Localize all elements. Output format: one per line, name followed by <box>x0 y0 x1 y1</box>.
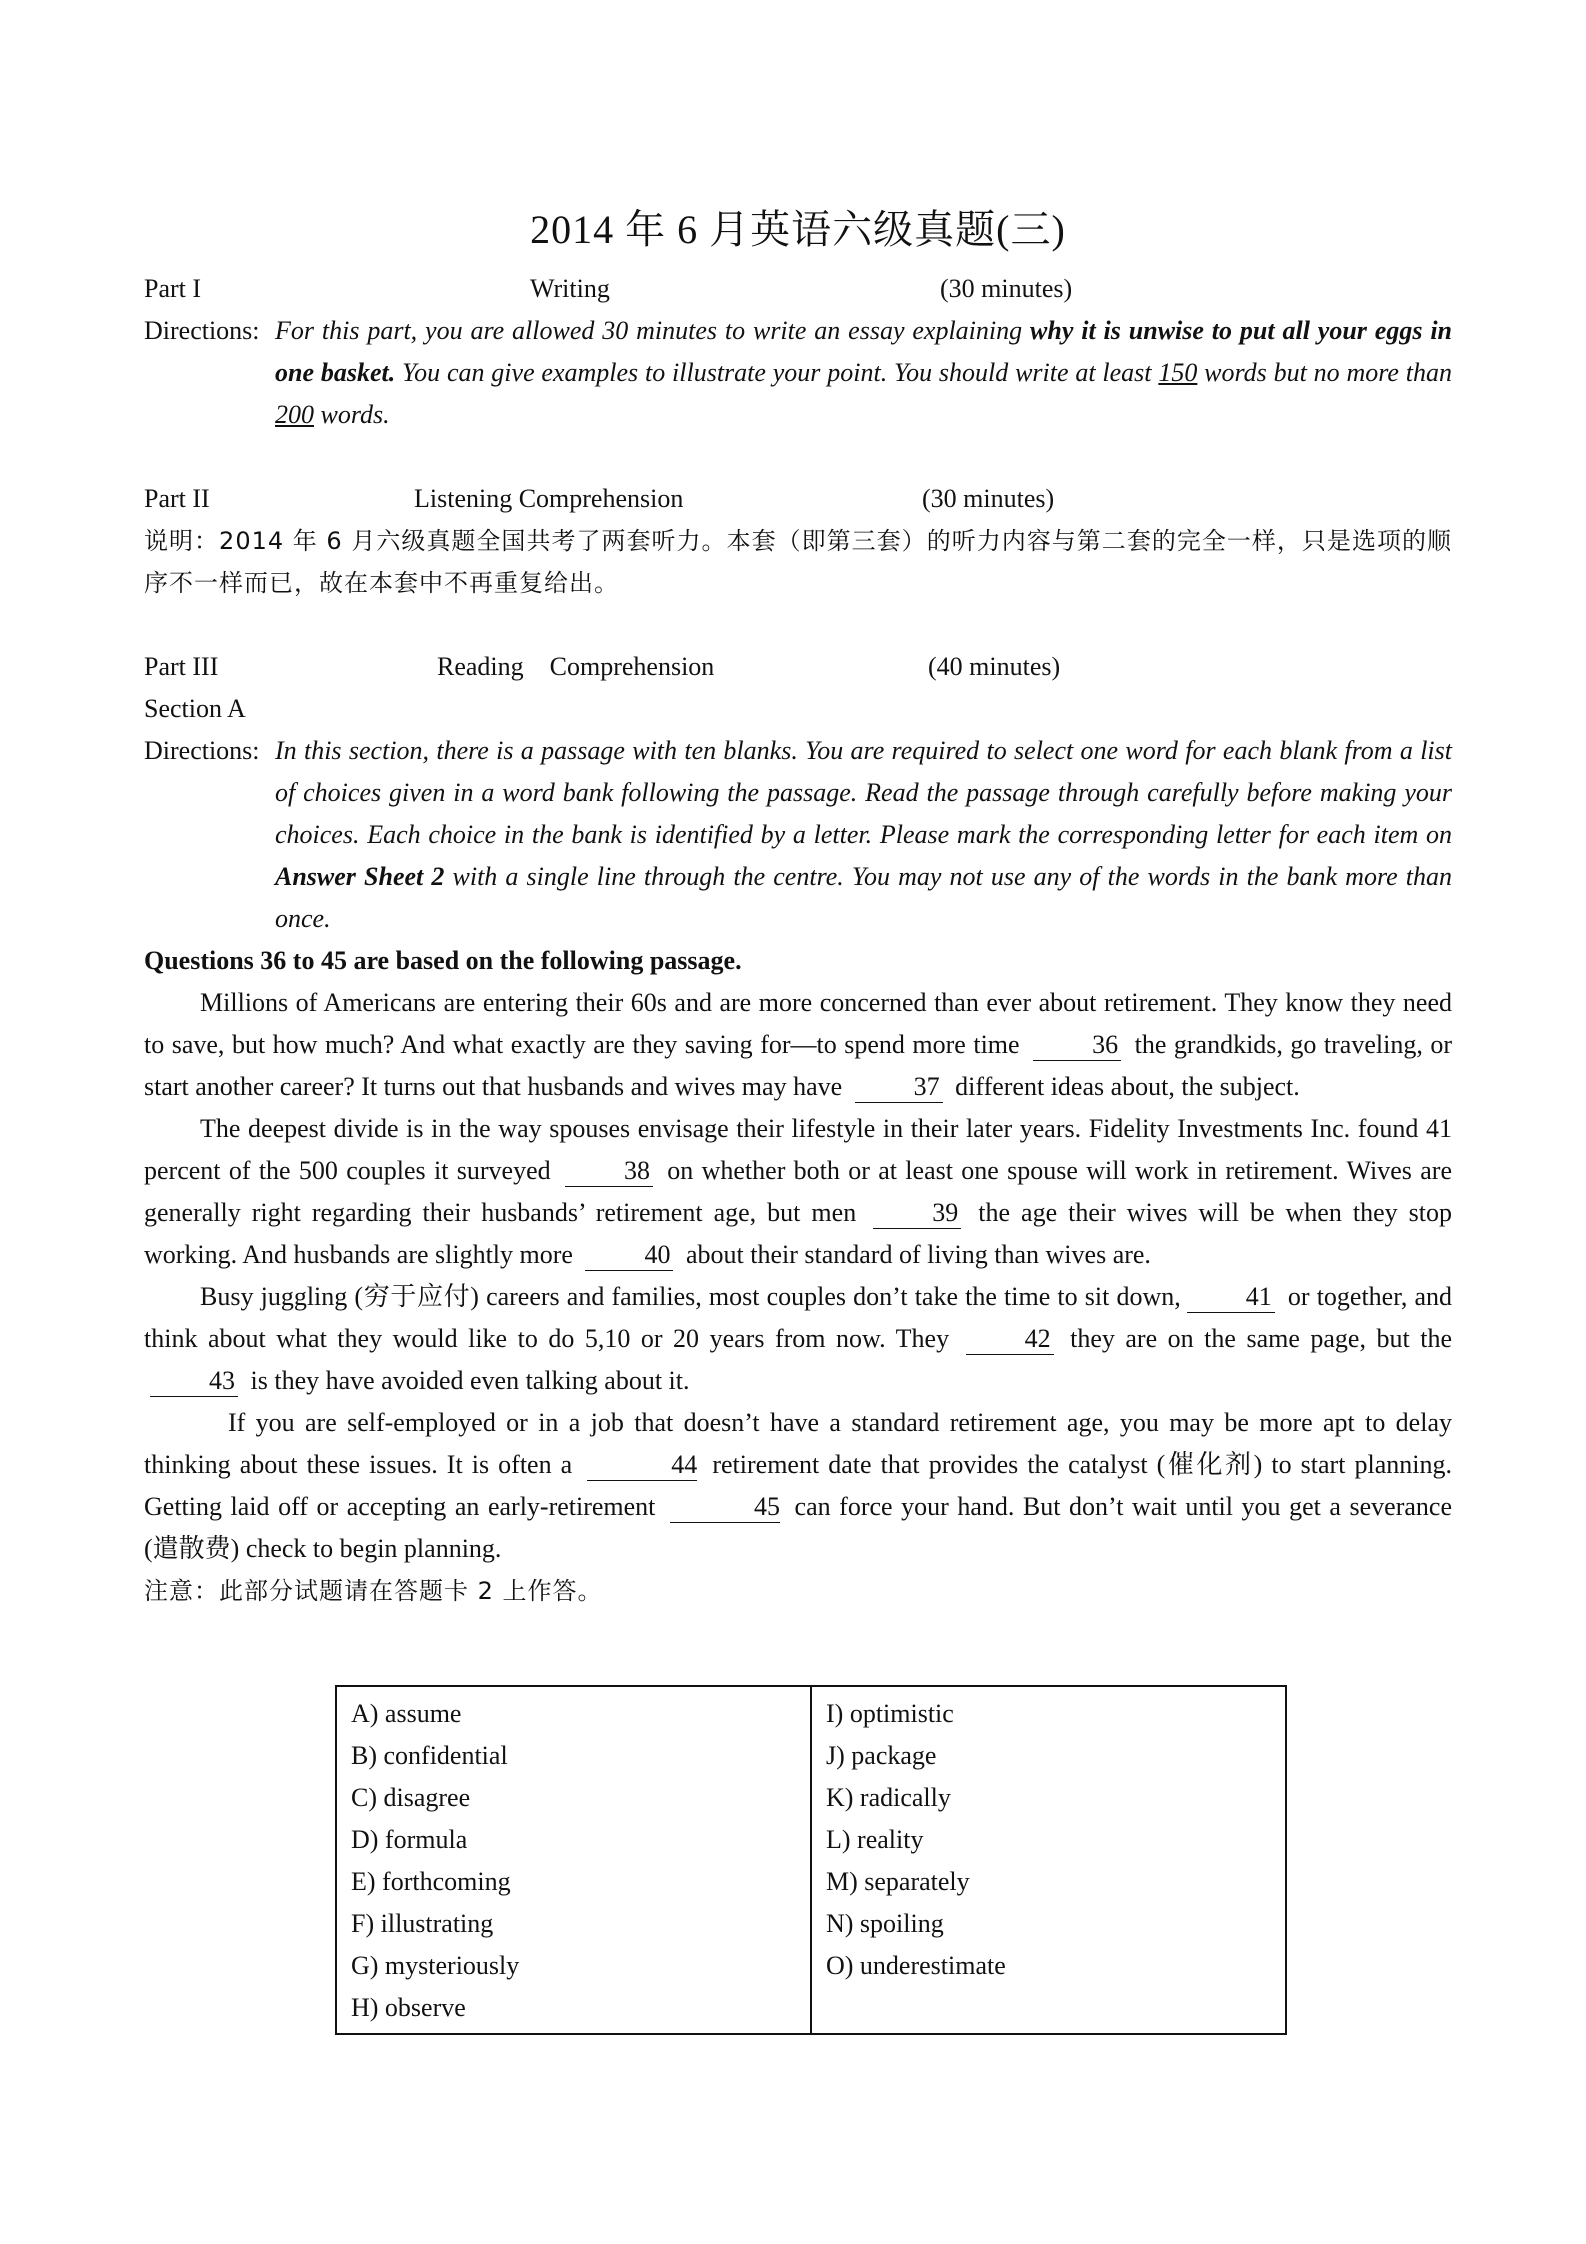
part2-header <box>144 478 1452 520</box>
blank-37: 37 <box>855 1072 943 1103</box>
word-option: F) illustrating <box>351 1909 494 1938</box>
blank-38: 38 <box>565 1156 653 1187</box>
word-option: L) reality <box>826 1825 924 1854</box>
blank-41: 41 <box>1187 1282 1275 1313</box>
word-bank-right <box>811 1686 1286 2034</box>
answer-sheet-ref: Answer Sheet 2 <box>275 862 445 891</box>
part3-directions <box>144 730 1452 940</box>
blank-40: 40 <box>585 1240 673 1271</box>
part1-directions <box>144 310 1452 436</box>
word-option: E) forthcoming <box>351 1867 511 1896</box>
blank-45: 45 <box>670 1492 780 1523</box>
passage-paragraph: Millions of Americans are entering their 60s and are more concerned than ever about retirement. They know they need to save, but how much? And what exactly are they saving for—to spend more time 36 the grandkids, go traveling, or start another career? It turns out that husbands and wives may have 37 different ideas about, the subject. <box>144 988 1453 1101</box>
part3-time: (40 minutes) <box>928 652 1061 681</box>
word-option: B) confidential <box>351 1741 508 1770</box>
directions-label: Directions: <box>144 736 260 765</box>
part2-name: Listening Comprehension <box>414 484 684 513</box>
directions-text: You can give examples to illustrate your point. You should write at least <box>395 358 1159 387</box>
directions-text: words but no more than <box>1197 358 1452 387</box>
part1-header <box>144 268 1452 310</box>
word-option: I) optimistic <box>826 1699 954 1728</box>
word-bank-left <box>336 1686 811 2034</box>
directions-text: In this section, there is a passage with ten blanks. You are required to select one word for each blank from a list of choices given in a word bank following the passage. Read the passage through carefully before making your choices. Each choice in the bank is identified by a letter. Please mark the corresponding letter for each item on <box>275 736 1452 849</box>
directions-text: with a single line through the centre. You may not use any of the words in the bank more than once. <box>275 862 1452 933</box>
word-option: G) mysteriously <box>351 1951 520 1980</box>
word-option: M) separately <box>826 1867 970 1896</box>
page-title: 2014 年 6 月英语六级真题(三) <box>530 207 1066 252</box>
questions-heading: Questions 36 to 45 are based on the following passage. <box>144 946 742 975</box>
blank-42: 42 <box>966 1324 1054 1355</box>
part3-name: Reading Comprehension <box>437 652 715 681</box>
word-option: K) radically <box>826 1783 951 1812</box>
directions-label: Directions: <box>144 316 260 345</box>
exam-page <box>144 200 1452 1612</box>
part3-header <box>144 646 1452 688</box>
word-option: J) package <box>826 1741 937 1770</box>
min-words: 150 <box>1158 358 1198 387</box>
section-a-heading: Section A <box>144 694 246 723</box>
blank-36: 36 <box>1033 1030 1121 1061</box>
answer-note: 注意：此部分试题请在答题卡 2 上作答。 <box>144 1577 603 1605</box>
part1-label: Part I <box>144 274 202 303</box>
passage-paragraph: The deepest divide is in the way spouses envisage their lifestyle in their later years. Fidelity Investments Inc. found 41 percent of the 500 couples it surveyed 38 on whether both or at least one spouse will work in retirement. Wives are generally right regarding their husbands’ retirement age, but men 39 the age their wives will be when they stop working. And husbands are slightly more 40 about their standard of living than wives are. <box>144 1114 1452 1269</box>
max-words: 200 <box>275 400 314 429</box>
word-option: N) spoiling <box>826 1909 944 1938</box>
part3-label: Part III <box>144 652 219 681</box>
directions-text: words. <box>314 400 390 429</box>
blank-43: 43 <box>150 1366 238 1397</box>
blank-39: 39 <box>873 1198 961 1229</box>
passage-paragraph: Busy juggling (穷于应付) careers and families, most couples don’t take the time to sit down, 41 or together, and think about what they would like to do 5,10 or 20 years from now. They 42 they are on the same page, but the 43 is they have avoided even talking about it. <box>144 1282 1453 1395</box>
word-option: C) disagree <box>351 1783 471 1812</box>
word-option: O) underestimate <box>826 1951 1006 1980</box>
directions-text: For this part, you are allowed 30 minutes to write an essay explaining <box>275 316 1031 345</box>
part2-note: 说明：2014 年 6 月六级真题全国共考了两套听力。本套（即第三套）的听力内容与第二套的完全一样，只是选项的顺序不一样而已，故在本套中不再重复给出。 <box>144 527 1452 597</box>
part2-label: Part II <box>144 484 210 513</box>
word-option: D) formula <box>351 1825 468 1854</box>
part1-name: Writing <box>530 274 610 303</box>
word-bank <box>335 1685 1287 2035</box>
word-option: A) assume <box>351 1699 462 1728</box>
word-option: H) observe <box>351 1993 466 2022</box>
part1-time: (30 minutes) <box>940 274 1073 303</box>
passage-paragraph: If you are self-employed or in a job that doesn’t have a standard retirement age, you may be more apt to delay thinking about these issues. It is often a 44 retirement date that provides the catalyst (催化剂) to start planning. Getting laid off or accepting an early-retirement 45 can force your hand. But don’t wait until you get a severance (遣散费) check to begin planning. <box>144 1408 1452 1563</box>
blank-44: 44 <box>587 1450 697 1481</box>
part2-time: (30 minutes) <box>922 484 1055 513</box>
essay-topic: why it is unwise to put all your eggs in one basket. <box>275 316 1453 387</box>
